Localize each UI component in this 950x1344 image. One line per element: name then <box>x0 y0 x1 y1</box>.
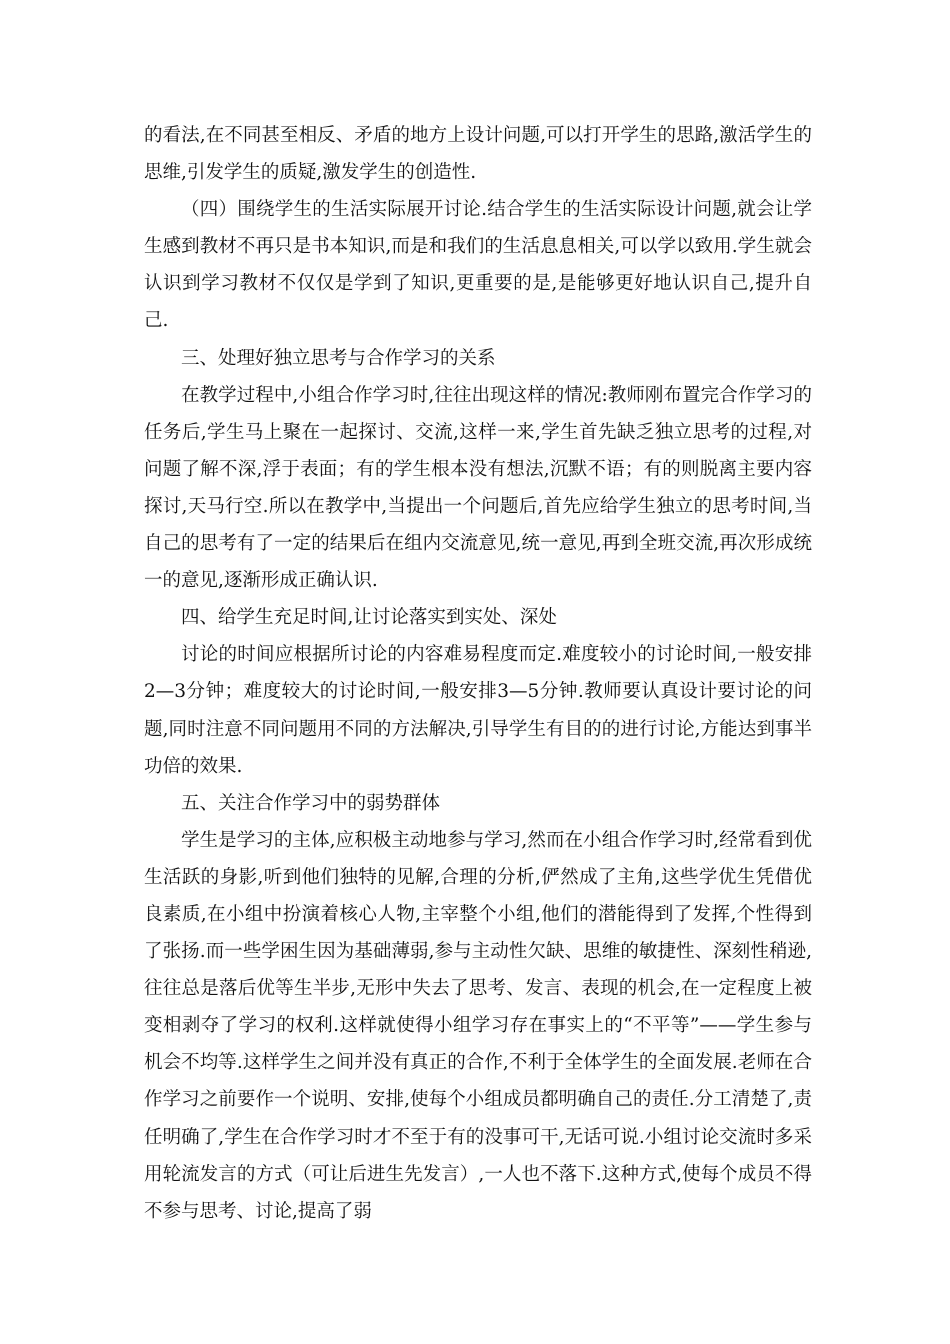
document-page <box>144 117 812 1230</box>
paragraph-independent-thinking: 在教学过程中,小组合作学习时,往往出现这样的情况:教师刚布置完合作学习的任务后,学生马上聚在一起探讨、交流,这样一来,学生首先缺乏独立思考的过程,对问题了解不深,浮于表面；有的学生根本没有想法,沉默不语；有的则脱离主要内容探讨,天马行空.所以在教学中,当提出一个问题后,首先应给学生独立的思考时间,当自己的思考有了一定的结果后在组内交流意见,统一意见,再到全班交流,再次形成统一的意见,逐渐形成正确认识. <box>144 384 812 592</box>
paragraph-weak-groups: 学生是学习的主体,应积极主动地参与学习,然而在小组合作学习时,经常看到优生活跃的身影,听到他们独特的见解,合理的分析,俨然成了主角,这些学优生凭借优良素质,在小组中扮演着核心人物,主宰整个小组,他们的潜能得到了发挥,个性得到了张扬.而一些学困生因为基础薄弱,参与主动性欠缺、思维的敏捷性、深刻性稍逊,往往总是落后优等生半步,无形中失去了思考、发言、表现的机会,在一定程度上被变相剥夺了学习的权利.这样就使得小组学习存在事实上的“不平等”——学生参与机会不均等.这样学生之间并没有真正的合作,不利于全体学生的全面发展.老师在合作学习之前要作一个说明、安排,使每个小组成员都明确自己的责任.分工清楚了,责任明确了,学生在合作学习时才不至于有的没事可干,无话可说.小组讨论交流时多采用轮流发言的方式（可让后进生先发言）,一人也不落下.这种方式,使每个成员不得不参与思考、讨论,提高了弱 <box>144 829 812 1222</box>
paragraph-life-discussion: （四）围绕学生的生活实际展开讨论.结合学生的生活实际设计问题,就会让学生感到教材不再只是书本知识,而是和我们的生活息息相关,可以学以致用.学生就会认识到学习教材不仅仅是学到了知识,更重要的是,是能够更好地认识自己,提升自己. <box>144 199 812 332</box>
paragraph-continuation: 的看法,在不同甚至相反、矛盾的地方上设计问题,可以打开学生的思路,激活学生的思维,引发学生的质疑,激发学生的创造性. <box>144 125 812 184</box>
section-heading-5: 五、关注合作学习中的弱势群体 <box>181 792 441 814</box>
section-heading-3: 三、处理好独立思考与合作学习的关系 <box>181 347 496 369</box>
section-heading-4: 四、给学生充足时间,让讨论落实到实处、深处 <box>181 607 557 629</box>
paragraph-discussion-time: 讨论的时间应根据所讨论的内容难易程度而定.难度较小的讨论时间,一般安排2—3分钟；难度较大的讨论时间,一般安排3—5分钟.教师要认真设计要讨论的问题,同时注意不同问题用不同的方法解决,引导学生有目的的进行讨论,方能达到事半功倍的效果. <box>144 644 812 777</box>
